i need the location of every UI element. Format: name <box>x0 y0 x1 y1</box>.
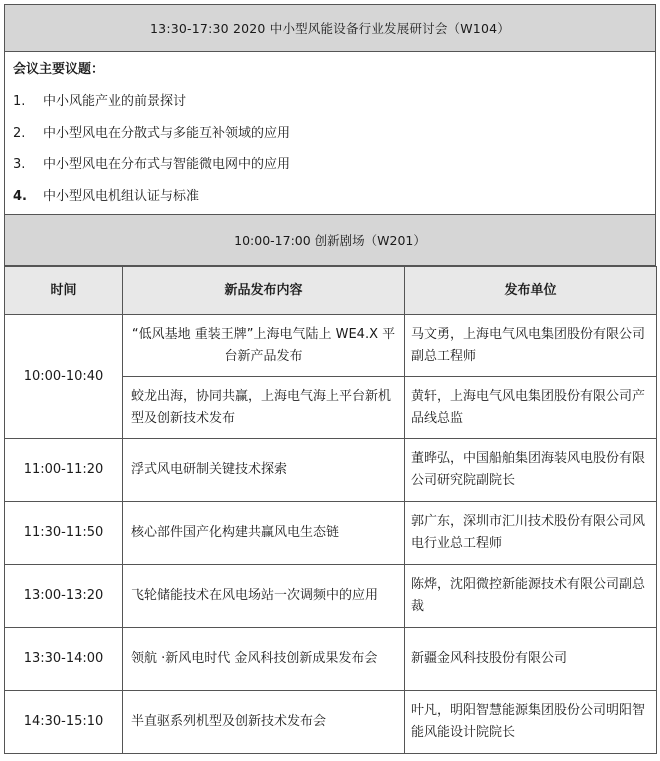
content-cell: 核心部件国产化构建共赢风电生态链 <box>123 502 405 565</box>
agenda-item-text: 中小型风电在分布式与智能微电网中的应用 <box>43 157 291 172</box>
seminar-header-text: 13:30-17:30 2020 中小型风能设备行业发展研讨会（W104） <box>150 21 510 36</box>
table-row <box>5 439 657 502</box>
table-row <box>5 565 657 628</box>
agenda-item-text: 中小型风电在分散式与多能互补领域的应用 <box>43 126 291 141</box>
column-header-content: 新品发布内容 <box>123 267 405 315</box>
agenda-item <box>13 153 290 172</box>
table-row <box>5 502 657 565</box>
agenda-item <box>13 185 199 204</box>
schedule-page <box>4 4 656 754</box>
content-cell: 飞轮储能技术在风电场站一次调频中的应用 <box>123 565 405 628</box>
theater-header-text: 10:00-17:00 创新剧场（W201） <box>234 233 426 248</box>
unit-cell: 董晔弘，中国船舶集团海装风电股份有限公司研究院副院长 <box>405 439 657 502</box>
time-cell: 11:30-11:50 <box>5 502 123 565</box>
content-cell: 领航 ·新风电时代 金风科技创新成果发布会 <box>123 628 405 691</box>
agenda-item-number: 4. <box>13 189 27 204</box>
theater-schedule-table <box>4 266 657 754</box>
column-header-time: 时间 <box>5 267 123 315</box>
time-cell: 14:30-15:10 <box>5 691 123 754</box>
unit-cell: 马文勇，上海电气风电集团股份有限公司副总工程师 <box>405 315 657 377</box>
agenda-item <box>13 90 186 109</box>
unit-cell: 叶凡，明阳智慧能源集团股份公司明阳智能风能设计院院长 <box>405 691 657 754</box>
agenda-item-number: 3. <box>13 157 26 172</box>
agenda-item-number: 1. <box>13 94 26 109</box>
agenda-title: 会议主要议题： <box>13 62 105 77</box>
unit-cell: 黄轩，上海电气风电集团股份有限公司产品线总监 <box>405 377 657 439</box>
agenda-item-number: 2. <box>13 126 26 141</box>
content-cell: 半直驱系列机型及创新技术发布会 <box>123 691 405 754</box>
agenda-item <box>13 122 290 141</box>
seminar-agenda <box>4 52 656 214</box>
unit-cell: 新疆金风科技股份有限公司 <box>405 628 657 691</box>
agenda-item-text: 中小风能产业的前景探讨 <box>43 94 187 109</box>
theater-header <box>4 214 656 266</box>
column-header-unit: 发布单位 <box>405 267 657 315</box>
seminar-header <box>4 4 656 52</box>
time-cell: 11:00-11:20 <box>5 439 123 502</box>
table-row <box>5 691 657 754</box>
table-header-row <box>5 267 657 315</box>
table-row <box>5 315 657 377</box>
content-cell: 浮式风电研制关键技术探索 <box>123 439 405 502</box>
time-cell: 13:00-13:20 <box>5 565 123 628</box>
agenda-item-text: 中小型风电机组认证与标准 <box>43 189 200 204</box>
content-cell: 蛟龙出海，协同共赢，上海电气海上平台新机型及创新技术发布 <box>123 377 405 439</box>
unit-cell: 郭广东，深圳市汇川技术股份有限公司风电行业总工程师 <box>405 502 657 565</box>
unit-cell: 陈烨，沈阳微控新能源技术有限公司副总裁 <box>405 565 657 628</box>
time-cell: 13:30-14:00 <box>5 628 123 691</box>
time-cell: 10:00-10:40 <box>5 315 123 439</box>
table-row <box>5 628 657 691</box>
content-cell: “低风基地 重装王牌”上海电气陆上 WE4.X 平台新产品发布 <box>123 315 405 377</box>
